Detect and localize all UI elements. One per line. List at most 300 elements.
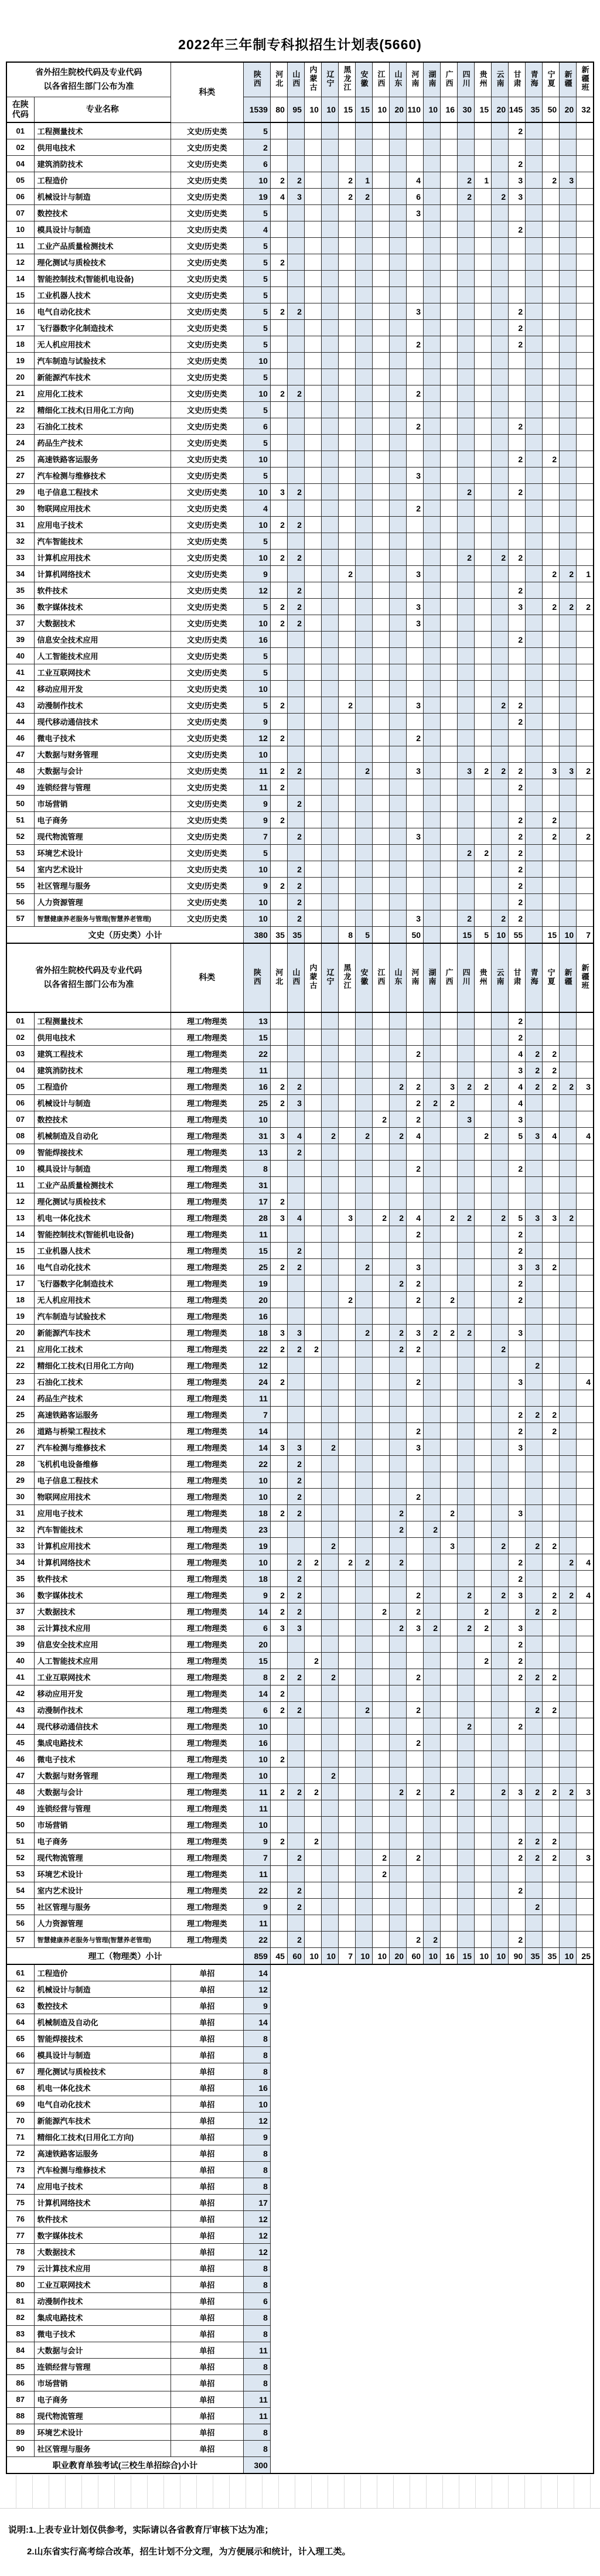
major-name: 无人机应用技术 — [34, 336, 171, 353]
plan-value — [270, 1735, 287, 1751]
plan-value — [373, 1407, 390, 1423]
plan-value: 2 — [270, 517, 287, 533]
plan-value: 11 — [243, 2408, 270, 2424]
table-row — [6, 878, 594, 894]
plan-value — [492, 1111, 509, 1128]
major-name: 工业互联网技术 — [34, 664, 171, 681]
plan-value — [338, 796, 355, 812]
plan-value — [390, 221, 407, 238]
major-name: 现代物流管理 — [34, 2408, 171, 2424]
plan-value: 2 — [543, 451, 560, 468]
plan-value — [509, 353, 526, 369]
plan-value — [475, 796, 492, 812]
row-code: 79 — [6, 2260, 34, 2277]
plan-value — [407, 878, 424, 894]
plan-value — [390, 681, 407, 697]
plan-value: 19 — [243, 189, 270, 205]
plan-value — [560, 1866, 577, 1882]
row-code: 38 — [6, 1620, 34, 1636]
row-code: 09 — [6, 1144, 34, 1161]
major-name: 物联网应用技术 — [34, 1489, 171, 1505]
province-header-广西 — [441, 62, 458, 97]
major-column-header: 专业名称 — [34, 97, 171, 123]
plan-value — [441, 1439, 458, 1456]
plan-value: 2 — [458, 550, 475, 566]
plan-value — [577, 615, 594, 632]
plan-value: 9 — [243, 1833, 270, 1850]
plan-value — [458, 1439, 475, 1456]
plan-value — [492, 566, 509, 582]
plan-value — [390, 1587, 407, 1603]
plan-value — [390, 1653, 407, 1669]
plan-value — [577, 1521, 594, 1538]
plan-value — [543, 156, 560, 172]
row-code: 88 — [6, 2408, 34, 2424]
plan-value — [492, 221, 509, 238]
plan-value — [355, 1012, 372, 1029]
table-row — [6, 828, 594, 845]
plan-value — [441, 303, 458, 320]
plan-value: 2 — [458, 1210, 475, 1226]
table-row — [6, 156, 594, 172]
plan-value: 14 — [243, 1603, 270, 1620]
plan-value — [509, 796, 526, 812]
plan-value — [526, 271, 543, 287]
plan-value — [338, 1128, 355, 1144]
plan-value — [355, 845, 372, 861]
plan-value — [458, 714, 475, 730]
plan-value — [560, 1718, 577, 1735]
row-code: 20 — [6, 1325, 34, 1341]
plan-value — [458, 1095, 475, 1111]
plan-value — [321, 1292, 338, 1308]
plan-value — [304, 1357, 321, 1374]
plan-value — [458, 1341, 475, 1357]
row-code: 76 — [6, 2211, 34, 2227]
plan-value: 20 — [243, 1636, 270, 1653]
plan-value — [338, 139, 355, 156]
province-name: 湖南 — [427, 968, 437, 986]
plan-value — [304, 632, 321, 648]
subject-type: 文史/历史类 — [171, 303, 243, 320]
plan-value — [543, 435, 560, 451]
plan-value — [560, 336, 577, 353]
major-name: 集成电路技术 — [34, 1735, 171, 1751]
plan-value — [338, 303, 355, 320]
province-name: 四川 — [461, 70, 471, 88]
plan-value — [355, 812, 372, 828]
plan-value — [492, 1012, 509, 1029]
plan-value: 2 — [577, 763, 594, 779]
plan-value — [441, 435, 458, 451]
subtotal-value — [441, 927, 458, 944]
subject-type: 理工/物理类 — [171, 1620, 243, 1636]
plan-value — [355, 1669, 372, 1686]
plan-value — [492, 1292, 509, 1308]
plan-value — [407, 714, 424, 730]
plan-value — [270, 714, 287, 730]
major-name: 现代移动通信技术 — [34, 1718, 171, 1735]
table-row — [6, 845, 594, 861]
plan-value — [321, 1062, 338, 1079]
plan-value: 2 — [270, 1669, 287, 1686]
plan-value — [441, 1800, 458, 1817]
plan-value — [543, 1521, 560, 1538]
plan-value — [526, 451, 543, 468]
province-header-新疆 — [560, 62, 577, 97]
plan-value: 3 — [509, 1325, 526, 1341]
plan-value — [321, 1144, 338, 1161]
row-code: 03 — [6, 1046, 34, 1062]
plan-value — [304, 1702, 321, 1718]
plan-value — [321, 1259, 338, 1275]
plan-value — [338, 1456, 355, 1472]
row-code: 78 — [6, 2244, 34, 2260]
plan-value — [321, 1554, 338, 1571]
plan-value — [390, 1243, 407, 1259]
plan-value: 2 — [270, 878, 287, 894]
major-name: 模具设计与制造 — [34, 2047, 171, 2063]
plan-value — [560, 1423, 577, 1439]
row-code: 26 — [6, 1423, 34, 1439]
plan-value — [526, 320, 543, 336]
plan-value — [560, 1686, 577, 1702]
plan-value — [475, 1046, 492, 1062]
plan-value — [270, 1472, 287, 1489]
plan-value — [373, 1587, 390, 1603]
row-code: 27 — [6, 1439, 34, 1456]
plan-value: 2 — [321, 1669, 338, 1686]
major-name: 数控技术 — [34, 1111, 171, 1128]
plan-value: 2 — [560, 1587, 577, 1603]
plan-value — [355, 828, 372, 845]
plan-value — [441, 1390, 458, 1407]
row-code: 31 — [6, 1505, 34, 1521]
plan-value — [355, 746, 372, 763]
plan-value — [458, 336, 475, 353]
plan-value — [424, 730, 441, 746]
major-name: 工程造价 — [34, 1079, 171, 1095]
subtotal-value: 45 — [270, 1948, 287, 1965]
plan-value — [492, 632, 509, 648]
plan-value: 2 — [509, 122, 526, 139]
plan-value — [373, 1571, 390, 1587]
plan-value — [543, 615, 560, 632]
plan-value — [355, 1718, 372, 1735]
plan-value: 3 — [270, 1325, 287, 1341]
plan-value — [304, 1882, 321, 1899]
plan-value: 2 — [543, 1784, 560, 1800]
major-name: 大数据与会计 — [34, 1784, 171, 1800]
plan-value — [373, 369, 390, 385]
plan-value — [543, 697, 560, 714]
footnote-1: 说明:1.上表专业计划仅供参考，实际请以各省教育厅审核下达为准； — [8, 2525, 274, 2535]
plan-value — [458, 353, 475, 369]
plan-value — [577, 484, 594, 500]
plan-value: 17 — [243, 2195, 270, 2211]
plan-value — [373, 812, 390, 828]
plan-value — [560, 910, 577, 927]
row-code: 11 — [6, 1177, 34, 1193]
major-name: 理化测试与质检技术 — [34, 1193, 171, 1210]
plan-value — [390, 714, 407, 730]
plan-value — [560, 1833, 577, 1850]
plan-value — [270, 1308, 287, 1325]
subject-type: 文史/历史类 — [171, 189, 243, 205]
province-name: 河北 — [274, 968, 284, 986]
plan-value — [492, 796, 509, 812]
plan-value — [321, 1571, 338, 1587]
plan-value — [373, 1161, 390, 1177]
plan-value — [475, 1012, 492, 1029]
plan-value — [458, 1193, 475, 1210]
province-name: 新疆 — [563, 70, 572, 88]
plan-value: 5 — [243, 287, 270, 303]
plan-value — [458, 1259, 475, 1275]
subject-type: 单招 — [171, 2145, 243, 2162]
plan-value — [321, 1193, 338, 1210]
major-name: 环境艺术设计 — [34, 845, 171, 861]
subtotal-value: 10 — [492, 927, 509, 944]
plan-value — [407, 1144, 424, 1161]
plan-value: 11 — [243, 1390, 270, 1407]
plan-value: 2 — [355, 763, 372, 779]
plan-value — [373, 1357, 390, 1374]
plan-value — [475, 681, 492, 697]
plan-value — [560, 271, 577, 287]
plan-value — [458, 418, 475, 435]
plan-value: 10 — [243, 681, 270, 697]
plan-value — [441, 418, 458, 435]
plan-value — [458, 599, 475, 615]
plan-value: 7 — [243, 828, 270, 845]
plan-value — [577, 385, 594, 402]
plan-value — [458, 1932, 475, 1948]
plan-value: 3 — [509, 1505, 526, 1521]
plan-value — [355, 1521, 372, 1538]
major-name: 物联网应用技术 — [34, 500, 171, 517]
plan-value — [424, 599, 441, 615]
plan-value — [287, 353, 304, 369]
plan-value: 10 — [243, 550, 270, 566]
plan-value — [424, 845, 441, 861]
plan-value — [321, 1899, 338, 1915]
plan-value — [407, 1193, 424, 1210]
plan-value — [321, 1407, 338, 1423]
plan-value — [424, 1292, 441, 1308]
row-code: 55 — [6, 878, 34, 894]
row-code: 21 — [6, 1341, 34, 1357]
subject-type: 理工/物理类 — [171, 1932, 243, 1948]
plan-value — [390, 730, 407, 746]
subject-type: 文史/历史类 — [171, 271, 243, 287]
plan-value — [458, 1833, 475, 1850]
province-name: 山西 — [291, 70, 301, 88]
plan-value — [390, 238, 407, 254]
plan-value — [577, 779, 594, 796]
plan-value — [338, 451, 355, 468]
plan-value — [543, 681, 560, 697]
table-row — [6, 1161, 594, 1177]
plan-value — [509, 1915, 526, 1932]
plan-value — [458, 1538, 475, 1554]
plan-value — [338, 632, 355, 648]
plan-value — [424, 1718, 441, 1735]
plan-value — [543, 1390, 560, 1407]
plan-value — [560, 139, 577, 156]
subtotal-value: 300 — [243, 2457, 270, 2474]
plan-value: 2 — [338, 1554, 355, 1571]
plan-value — [355, 1653, 372, 1669]
plan-value: 2 — [492, 550, 509, 566]
plan-value — [338, 369, 355, 385]
plan-value — [338, 1472, 355, 1489]
plan-value — [441, 1243, 458, 1259]
plan-value — [270, 796, 287, 812]
row-code: 02 — [6, 1029, 34, 1046]
plan-value — [560, 1571, 577, 1587]
plan-value — [475, 746, 492, 763]
plan-value: 11 — [243, 2342, 270, 2359]
plan-value — [577, 1800, 594, 1817]
plan-value — [441, 566, 458, 582]
plan-value: 2 — [458, 189, 475, 205]
plan-value — [304, 1538, 321, 1554]
plan-value — [492, 1325, 509, 1341]
plan-value — [475, 189, 492, 205]
plan-value — [441, 221, 458, 238]
row-code: 34 — [6, 566, 34, 582]
plan-value — [321, 1357, 338, 1374]
plan-value — [321, 599, 338, 615]
plan-value — [492, 1718, 509, 1735]
subject-type: 理工/物理类 — [171, 1833, 243, 1850]
plan-value — [526, 730, 543, 746]
plan-value — [373, 1751, 390, 1768]
plan-value — [390, 1357, 407, 1374]
plan-value: 3 — [526, 1259, 543, 1275]
plan-value — [338, 1571, 355, 1587]
row-code: 84 — [6, 2342, 34, 2359]
province-total: 80 — [270, 97, 287, 123]
plan-value — [304, 845, 321, 861]
plan-value — [390, 1407, 407, 1423]
plan-value — [390, 550, 407, 566]
plan-value — [355, 122, 372, 139]
plan-value — [321, 828, 338, 845]
plan-value — [560, 1226, 577, 1243]
plan-value — [543, 139, 560, 156]
major-name: 大数据与会计 — [34, 763, 171, 779]
plan-value: 14 — [243, 1686, 270, 1702]
plan-value — [321, 1603, 338, 1620]
plan-value: 9 — [243, 1899, 270, 1915]
plan-value — [441, 664, 458, 681]
plan-value — [321, 303, 338, 320]
subject-type: 文史/历史类 — [171, 681, 243, 697]
plan-value — [390, 1226, 407, 1243]
plan-value — [441, 1111, 458, 1128]
row-code: 52 — [6, 828, 34, 845]
plan-value — [338, 664, 355, 681]
plan-value — [373, 1768, 390, 1784]
plan-value — [424, 271, 441, 287]
subject-type: 文史/历史类 — [171, 582, 243, 599]
plan-value: 2 — [390, 1784, 407, 1800]
plan-value: 2 — [543, 1669, 560, 1686]
table-row — [6, 385, 594, 402]
plan-value — [492, 172, 509, 189]
plan-value — [424, 746, 441, 763]
table-row — [6, 1128, 594, 1144]
plan-value — [390, 599, 407, 615]
plan-value — [355, 697, 372, 714]
plan-value — [509, 500, 526, 517]
row-code: 83 — [6, 2326, 34, 2342]
plan-value — [424, 353, 441, 369]
plan-value — [560, 1817, 577, 1833]
plan-value — [287, 1226, 304, 1243]
subject-type: 文史/历史类 — [171, 172, 243, 189]
plan-value: 16 — [243, 1308, 270, 1325]
plan-value — [321, 861, 338, 878]
plan-value — [355, 1538, 372, 1554]
plan-value: 3 — [509, 599, 526, 615]
subtotal-value: 7 — [338, 1948, 355, 1965]
plan-value — [475, 1210, 492, 1226]
major-name: 社区管理与服务 — [34, 878, 171, 894]
plan-value — [458, 894, 475, 910]
plan-value — [270, 1423, 287, 1439]
plan-value — [270, 221, 287, 238]
plan-value: 5 — [243, 402, 270, 418]
plan-value — [543, 1686, 560, 1702]
plan-value — [270, 828, 287, 845]
plan-value — [492, 664, 509, 681]
subject-type: 文史/历史类 — [171, 566, 243, 582]
plan-value — [441, 254, 458, 271]
plan-value — [560, 1882, 577, 1899]
plan-value — [270, 1899, 287, 1915]
plan-value — [373, 1472, 390, 1489]
plan-value — [526, 385, 543, 402]
plan-value — [321, 238, 338, 254]
major-name: 智能控制技术(智能机电设备) — [34, 271, 171, 287]
subject-type: 理工/物理类 — [171, 1275, 243, 1292]
plan-value — [338, 1915, 355, 1932]
plan-value: 2 — [492, 763, 509, 779]
plan-value: 2 — [287, 1571, 304, 1587]
plan-value — [304, 1325, 321, 1341]
plan-value — [475, 1784, 492, 1800]
plan-value — [577, 894, 594, 910]
plan-value — [458, 435, 475, 451]
plan-value — [373, 385, 390, 402]
plan-value — [355, 517, 372, 533]
plan-value — [492, 1275, 509, 1292]
plan-value: 3 — [407, 615, 424, 632]
plan-value: 2 — [509, 1029, 526, 1046]
table-row — [6, 1932, 594, 1948]
plan-value — [355, 1800, 372, 1817]
plan-value — [560, 1341, 577, 1357]
major-name: 计算机应用技术 — [34, 550, 171, 566]
plan-value — [321, 418, 338, 435]
table-row — [6, 1489, 594, 1505]
plan-value — [270, 1292, 287, 1308]
plan-value — [270, 1012, 287, 1029]
province-header-内蒙古 — [304, 62, 321, 97]
